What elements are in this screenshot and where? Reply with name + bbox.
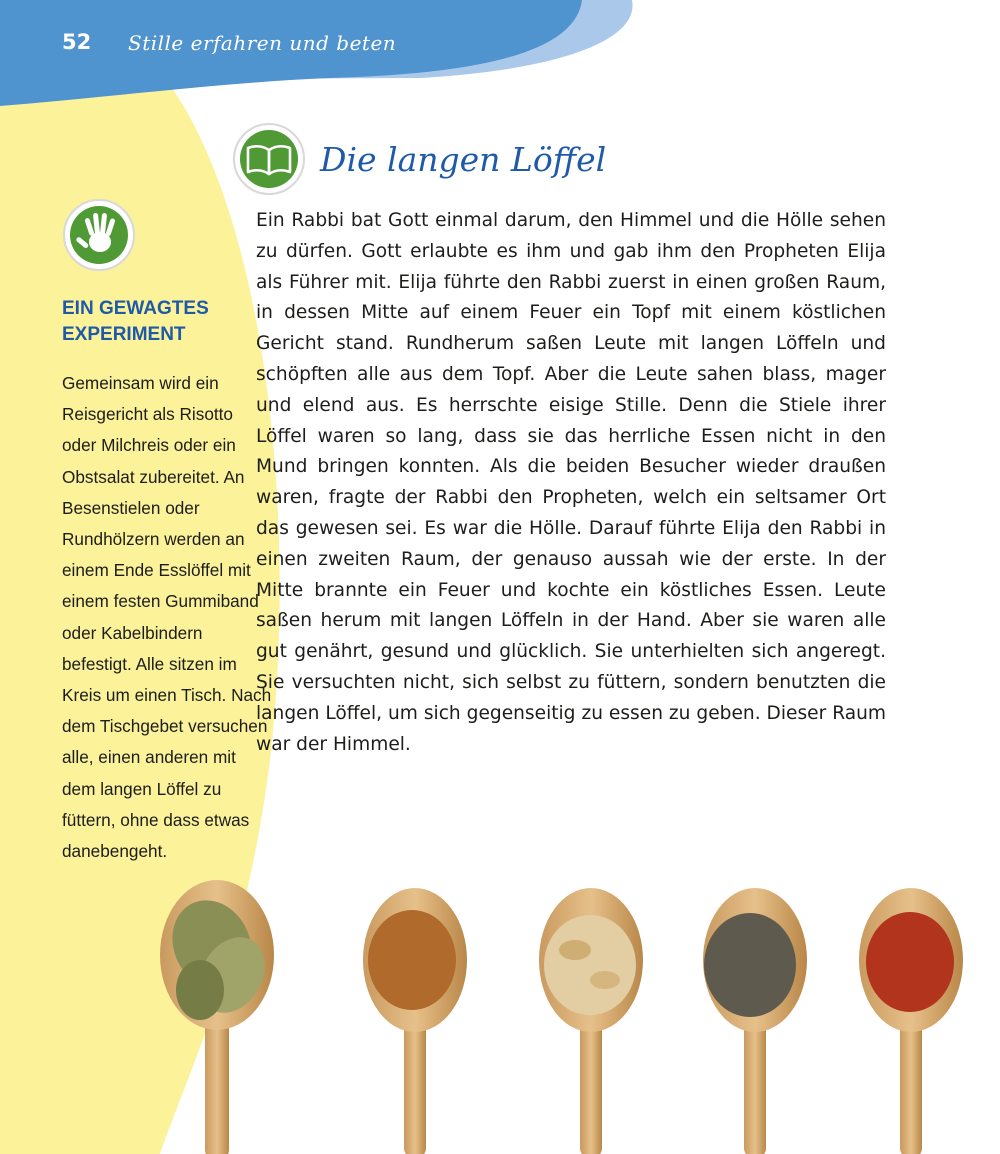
story-text: Ein Rabbi bat Gott einmal darum, den Himmel und die Hölle sehen zu dürfen. Gott erlaubte es ihm und gab ihm den Propheten Elija als Führer mit. Elija führte den Rabbi zuerst in einen großen Raum, in dessen Mitte auf einem Feuer ein Topf mit einem köstlichen Gericht stand. Rundherum saßen Leute mit langen Löffeln und schöpften alle aus dem Topf. Aber die Leute sahen blass, mager und elend aus. Es herrschte eisige Stille. Denn die Stiele ihrer Löffel waren so lang, dass sie das herrliche Essen nicht in den Mund bringen konnten. Als die beiden Besucher wieder draußen waren, fragte der Rabbi den Propheten, welch ein seltsamer Ort das gewesen sei. Es war die Hölle. Darauf führte Elija den Rabbi in einen zweiten Raum, der genauso aussah wie der erste. In der Mitte brannte ein Feuer und kochte ein köstliches Essen. Leute saßen herum mit langen Löffeln in der Hand. Aber sie waren alle gut genährt, gesund und glücklich. Sie unterhielten sich angeregt. Sie versuchten nicht, sich selbst zu füttern, sondern benutzten die langen Löffel, um sich gegenseitig zu essen zu geben. Dieser Raum war der Himmel. (256, 210, 886, 755)
sidebar-text: Gemeinsam wird ein Reisgericht als Risotto oder Milchreis oder ein Obstsalat zubereitet. An Besenstielen oder Rundhölzern werden an einem Ende Esslöffel mit einem festen Gummiband oder Kabelbindern befestigt. Alle sitzen im Kreis um einen Tisch. Nach dem Tischgebet versuchen alle, einen anderen mit dem langen Löffel zu füttern, ohne dass etwas danebengeht. (62, 373, 272, 862)
book-icon (232, 122, 306, 196)
story-title: Die langen Löffel (320, 140, 607, 179)
spoons-image (0, 880, 1000, 1154)
hand-icon (62, 198, 136, 272)
spoon-cinnamon (363, 888, 467, 1154)
sidebar-heading: EIN GEWAGTES EXPERIMENT (62, 298, 209, 345)
spoon-bay-leaves (158, 880, 278, 1154)
page-number: 52 (62, 30, 92, 54)
spoon-paprika (859, 888, 963, 1154)
spoon-dried-herbs (703, 888, 807, 1154)
spoon-garlic-flakes (539, 888, 643, 1154)
chapter-title: Stille erfahren und beten (128, 31, 397, 55)
